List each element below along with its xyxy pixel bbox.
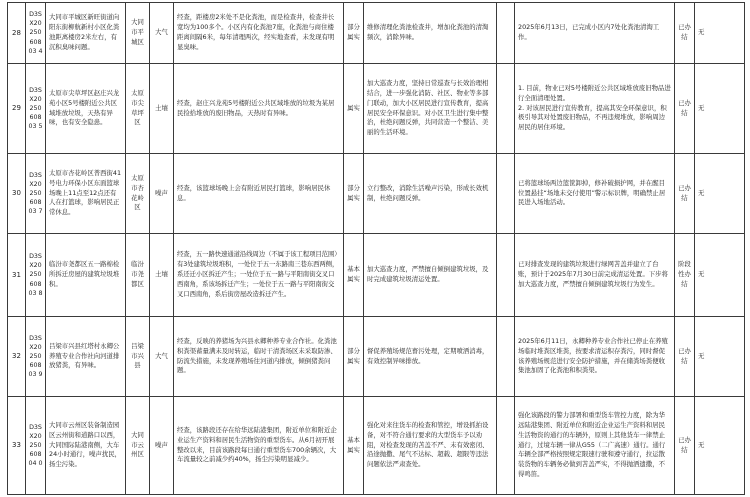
- complaint-code: D3SX2025060803 5: [26, 64, 46, 154]
- complaint-issue: 大同市平城区新旺街道向阳东街柳航新村小区化粪池距离楼房2米左右，有沉积臭味问题。: [46, 3, 126, 64]
- complaint-issue: 临汾市尧都区五一路棉检所拆迁房屋的建筑垃圾堆积。: [46, 234, 126, 317]
- investigation-result: 经查，反映的养猪场为兴县永卿种养专业合作社。化粪池积粪渠蓄量满未及时转运，临时干清粪场区未采取防渗、防流失措施，未发现养殖场往河道内排放，倾倒猪粪问题。: [174, 317, 344, 397]
- table-row: [8, 397, 745, 495]
- completion-status: 已办结: [675, 64, 695, 154]
- pollution-type: 土壤: [150, 234, 174, 317]
- completion-status: 已办结: [675, 154, 695, 234]
- administrative-district: 大同市平城区: [126, 3, 150, 64]
- remark: 无: [695, 397, 745, 495]
- verdict: 基本属实: [344, 234, 364, 317]
- row-number: 29: [8, 64, 26, 154]
- remark: 无: [695, 3, 745, 64]
- row-number: 31: [8, 234, 26, 317]
- spacer-cell: [497, 317, 515, 397]
- spacer-cell: [497, 64, 515, 154]
- remark: 无: [695, 234, 745, 317]
- investigation-result: 经查，该篮球场晚上会有附近居民打篮球，影响居民休息。: [174, 154, 344, 234]
- investigation-result: 经查，该路段还存在给华远陆港集团，附近单位和附近企业运生产资料和居民生活物资的重型货车。从6月初开展整改以来，目前该路段每日通行重型货车700余辆次，大车流量较之前减少约40%，扬尘污染明显减少。: [174, 397, 344, 495]
- rectification-progress: 2025年6月11日，永卿种养专业合作社已停止在养殖场临时堆粪区堆粪，按要求清运积存粪污，同时督促该养殖场规范进行安全防护措施，并在储粪场粪便收集池加固了化粪池和积粪渠。: [515, 317, 675, 397]
- verdict: 部分属实: [344, 317, 364, 397]
- administrative-district: 大同市云州区: [126, 397, 150, 495]
- rectification-requirement: 督促养殖场规范畜污处理，定期喷洒消毒，有效控制异味排放。: [364, 317, 497, 397]
- complaint-code: D3SX2025060803 8: [26, 234, 46, 317]
- completion-status: 已办结: [675, 3, 695, 64]
- complaint-table: [7, 2, 745, 495]
- pollution-type: 大气: [150, 3, 174, 64]
- table-row: [8, 3, 745, 64]
- rectification-progress: 2025年6月13日，已完成小区内7处化粪池清淘工作。: [515, 3, 675, 64]
- rectification-requirement: 加大巡查力度，严禁擅自倾倒建筑垃圾，及时完成建筑垃圾清运处置。: [364, 234, 497, 317]
- complaint-code: D3SX2025060803 4: [26, 3, 46, 64]
- verdict: 部分属实: [344, 154, 364, 234]
- spacer-cell: [497, 234, 515, 317]
- complaint-issue: 太原市尖草坪区赵庄兴龙苑小区5号楼附近公共区域堆放垃圾，天热有异味，也有安全隐患。: [46, 64, 126, 154]
- rectification-progress: 1. 目前，物业已对5号楼附近公共区域堆放废旧物品进行全面清理处置。 2. 对该居民进行宣传教育，提高其安全环保意识，积极引导其对处置废旧物品，不再违规堆放，影响周边居民的居住环境。: [515, 64, 675, 154]
- rectification-progress: 已将篮球场两边篮筐卸掉，修补破损护网，并在醒目位置悬挂“场地未交付使用”警示标识牌，明确禁止居民进入场地活动。: [515, 154, 675, 234]
- spacer-cell: [497, 3, 515, 64]
- rectification-requirement: 强化对来往货车的检查和管控，增设抓拍设备，对不符合通行要求的大型货车予以劝阻，对检查发现的苫盖不严、未有效密闭、沿途抛撒、尾气不达标、超载、超限等违法问题依法严肃查处。: [364, 397, 497, 495]
- verdict: 属实: [344, 64, 364, 154]
- pollution-type: 土壤: [150, 64, 174, 154]
- rectification-progress: 已对排查发现的建筑垃圾进行绿网苫盖并建立了台账，预计于2025年7月30日前完成清运处置。下步将加大巡查力度，严禁擅自倾倒建筑垃圾行为发生。: [515, 234, 675, 317]
- pollution-type: 噪声: [150, 154, 174, 234]
- verdict: 部分属实: [344, 3, 364, 64]
- rectification-requirement: 维修清理化粪池检查井，增加化粪池的清淘频次，消除异味。: [364, 3, 497, 64]
- complaint-issue: 太原市杏花岭区普西街41号电力环保小区东面篮球场晚上11点至12点还有人在打篮球，影响居民正常休息。: [46, 154, 126, 234]
- row-number: 33: [8, 397, 26, 495]
- complaint-issue: 大同市云州区装备制造园区云州街和道路口以西，大同国际陆港南侧，大车24小时通行，噪声扰民，扬尘污染。: [46, 397, 126, 495]
- complaint-code: D3SX2025060803 9: [26, 317, 46, 397]
- administrative-district: 临汾市尧都区: [126, 234, 150, 317]
- pollution-type: 噪声: [150, 397, 174, 495]
- pollution-type: 大气: [150, 317, 174, 397]
- rectification-requirement: 加大巡查力度，坚持日常巡查与长效治理相结合，进一步强化消防、社区、物业等多部门联动，加大小区居民进行宣传教育，提高居民安全环保意识。对小区卫生进行集中整治，杜绝问题反弹，共同营造一个整洁、美丽的生活环境。: [364, 64, 497, 154]
- table-row: [8, 234, 745, 317]
- table-row: [8, 317, 745, 397]
- row-number: 30: [8, 154, 26, 234]
- rectification-progress: 强化该路段的警力部署和重型货车管控力度，除为华远陆港集团、附近单位和附近企业运生产资料和居民生活物资的通行的车辆外，原则上其他货车一律禁止通行，过境车辆一律从G55（二广高速）通行。通行车辆全部严格按照规定限速行驶和遵守通行，拉运散装货物的车辆务必做到苫盖严实，不得抛洒遗撒，不得鸣笛。: [515, 397, 675, 495]
- verdict: 基本属实: [344, 397, 364, 495]
- completion-status: 阶段性办结: [675, 234, 695, 317]
- remark: 无: [695, 154, 745, 234]
- complaint-code: D3SX2025060804 0: [26, 397, 46, 495]
- administrative-district: 太原市尖草坪区: [126, 64, 150, 154]
- spacer-cell: [497, 397, 515, 495]
- row-number: 32: [8, 317, 26, 397]
- table-row: [8, 64, 745, 154]
- completion-status: 已办结: [675, 317, 695, 397]
- administrative-district: 吕梁市兴县: [126, 317, 150, 397]
- row-number: 28: [8, 3, 26, 64]
- completion-status: 已办结: [675, 397, 695, 495]
- complaint-code: D3SX2025060803 7: [26, 154, 46, 234]
- spacer-cell: [497, 154, 515, 234]
- remark: 无: [695, 317, 745, 397]
- investigation-result: 经查，五一路快速通道沿线周边（不属于该工程项目范围）有3处建筑垃圾堆积，一处位于五一东路南三巷东西两侧，系还迁小区拆迁产生；一处位于五一路与平阳南街交叉口西南角，系该场拆迁产生；一处位于五一路与平阳南街交叉口西南角，系后街房屋改造拆迁产生。: [174, 234, 344, 317]
- investigation-result: 经查，赵庄兴龙苑5号楼附近公共区域堆放的垃圾为某居民捡拾堆放的废旧物品，天热时有异味。: [174, 64, 344, 154]
- complaint-issue: 吕梁市兴县红塔村永卿公养殖专业合作社向河道排放猪粪，有异味。: [46, 317, 126, 397]
- table-row: [8, 154, 745, 234]
- remark: 无: [695, 64, 745, 154]
- administrative-district: 太原市杏花岭区: [126, 154, 150, 234]
- rectification-requirement: 立行整改，消除生活噪声污染，形成长效机制，杜绝问题反弹。: [364, 154, 497, 234]
- investigation-result: 经查，距楼房2米处不是化粪池，而是检查井，检查井长宽均为100多个。小区内有化粪池7座，化粪池与商住楼距离间隔6米，每年清理两次，经实地查看，未发现有明显臭味。: [174, 3, 344, 64]
